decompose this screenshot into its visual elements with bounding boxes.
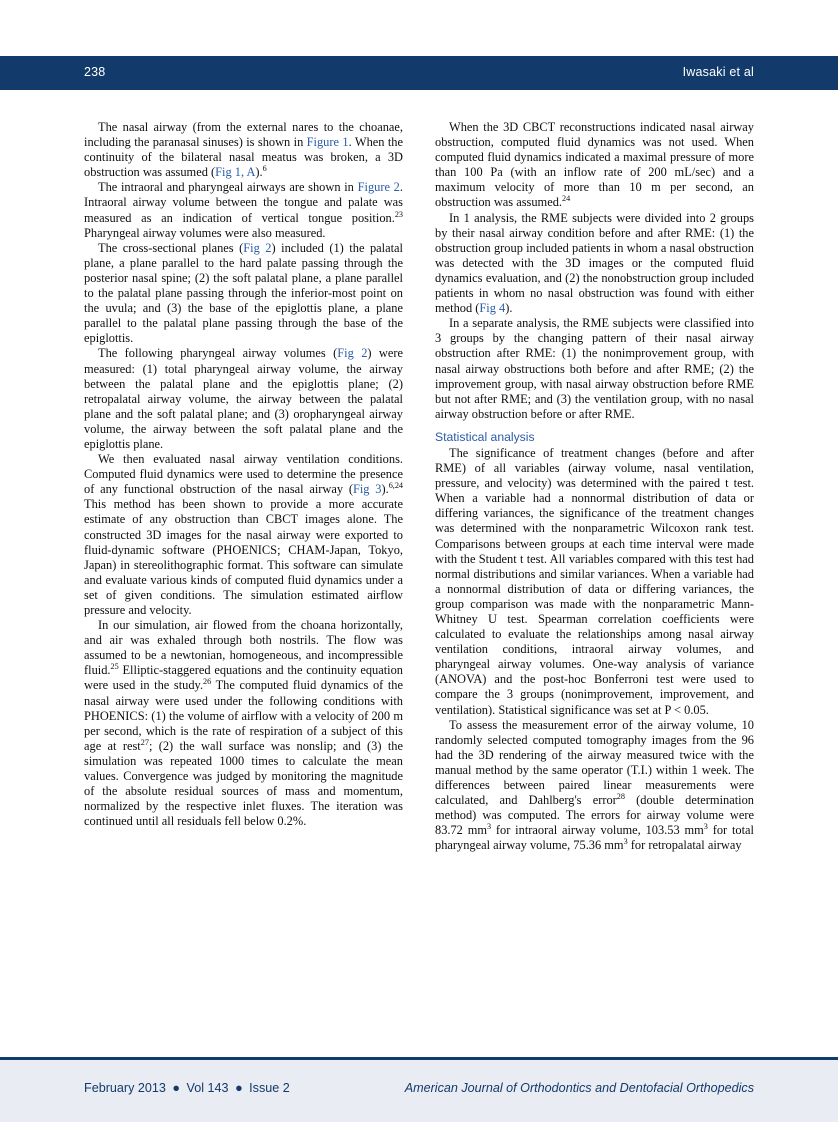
figure-reference[interactable]: Fig 2 (243, 240, 272, 255)
footer-issue: Issue 2 (249, 1081, 290, 1095)
citation-marker[interactable]: 6,24 (388, 481, 404, 491)
figure-reference[interactable]: Fig 2 (337, 346, 368, 361)
right-column (435, 120, 754, 1080)
footer-bullet-icon: ● (235, 1081, 243, 1095)
paragraph: In our simulation, air flowed from the choana horizontally, and air was exhaled through both nostrils. The flow was assumed to be a newtonian, homogeneous, and incompressible fluid.$^{25}$ Elliptic-staggered equations and the continuity equation were used in the study.$^{26}$ The computed fluid dynamics of the nasal airway were used under the following conditions with PHOENICS: (1) the volume of airflow with a velocity of 200 m per second, which is the rate of respiration of a subject of this age at rest$^{27}$; (2) the wall surface was nonslip; and (3) the simulation was repeated 1000 times to calculate the mean values. Convergence was judged by monitoring the magnitude of the absolute residual sources of mass and momentum, normalized by the respective inlet fluxes. The iteration was continued until all residuals fell below 0.2%. (84, 618, 403, 829)
figure-reference[interactable]: Fig 1, A (215, 165, 256, 180)
unit-exponent: 3 (623, 837, 628, 847)
unit-exponent: 3 (703, 822, 708, 832)
footer-issue-info (84, 1081, 290, 1095)
paragraph: To assess the measurement error of the airway volume, 10 randomly selected computed tomography images from the 96 had the 3D rendering of the airway measured twice with the manual method by the same operator (T.I.) within 1 week. The differences between paired linear measurements were calculated, and Dahlberg's error$^{28}$ (double determination method) was computed. The errors for airway volume were 83.72 $mm^3$ for intraoral airway volume, 103.53 $mm^3$ for total pharyngeal airway volume, 75.36 $mm^3$ for retropalatal airway (435, 717, 754, 853)
section-heading-statistical-analysis: Statistical analysis (435, 429, 535, 444)
paragraph: When the 3D CBCT reconstructions indicated nasal airway obstruction, computed fluid dynamics was not used. When computed fluid dynamics indicated a maximal pressure of more than 100 Pa (with an inflow rate of 200 mL/sec) and a maximum velocity of more than 10 m per second, an obstruction was assumed.$^{24}$ (435, 120, 754, 210)
citation-marker[interactable]: 25 (110, 662, 119, 672)
footer-volume: Vol 143 (186, 1081, 229, 1095)
citation-marker[interactable]: 6 (262, 164, 267, 174)
paragraph: We then evaluated nasal airway ventilation conditions. Computed fluid dynamics were used to determine the presence of any functional obstruction of the nasal airway (Fig 3).$^{6,24}$ This method has been shown to provide a more accurate estimate of any obstruction than CBCT images alone. The constructed 3D images for the nasal airway were exported to fluid-dynamic software (PHOENICS; CHAM-Japan, Tokyo, Japan) in stereolithographic format. This software can simulate and evaluate various kinds of computed fluid dynamics under a set of given conditions. The simulation estimated airflow pressure and velocity. (84, 452, 404, 617)
paragraph: The significance of treatment changes (before and after RME) of all variables (airway volume, nasal ventilation, pressure, and velocity) was determined with the paired t test. When a variable had a nonnormal distribution of data or differing variances, the significance of the treatment changes was determined with the nonparametric Wilcoxon rank test. Comparisons between groups at each time interval were made with the Student t test. All variables compared with this test had normal distributions and similar variances. When a variable had a nonnormal distribution of data or differing variances, the group comparison was made with the nonparametric Mann-Whitney U test. Spearman correlation coefficients were calculated to evaluate the relationships among nasal airway ventilation conditions, intraoral airway volumes, and pharyngeal airway volumes. One-way analysis of variance (ANOVA) and the post-hoc Bonferroni test were used to compare the 3 groups (nonimprovement, improvement, and ventilation). Statistical significance was set at P < 0.05. (435, 445, 754, 717)
figure-reference[interactable]: Fig 3 (352, 482, 382, 497)
citation-marker[interactable]: 26 (203, 677, 212, 687)
left-column (84, 120, 403, 1080)
citation-marker[interactable]: 24 (562, 194, 571, 204)
paragraph: In a separate analysis, the RME subjects were classified into 3 groups by the changing pattern of their nasal airway obstruction after RME: (1) the nonimprovement group, with nasal airway obstructions both before and after RME; (2) the improvement group, with nasal airway obstruction before RME but not after RME; and (3) the ventilation group, with no nasal airway obstruction before or after RME. (435, 316, 754, 421)
footer-date: February 2013 (84, 1081, 166, 1095)
paragraph: The nasal airway (from the external nares to the choanae, including the paranasal sinuses) is shown in Figure 1. When the continuity of the bilateral nasal meatus was broken, a 3D obstruction was assumed (Fig 1, A).$^6$ (84, 120, 403, 180)
footer-bullet-icon: ● (172, 1081, 181, 1095)
figure-reference[interactable]: Fig 4 (479, 301, 506, 316)
unit-exponent: 3 (486, 822, 492, 832)
body-columns (84, 120, 754, 1080)
citation-marker[interactable]: 23 (394, 209, 403, 219)
paragraph: In 1 analysis, the RME subjects were divided into 2 groups by their nasal airway condition before and after RME: (1) the obstruction group included patients in whom a nasal obstruction was detected with the 3D images or the computed fluid dynamics evaluation, and (2) the nonobstruction group included patients in whom no nasal obstruction was found with either method (Fig 4). (435, 210, 754, 316)
citation-marker[interactable]: 28 (616, 792, 625, 801)
footer-journal-title: American Journal of Orthodontics and Dentofacial Orthopedics (404, 1081, 754, 1095)
citation-marker[interactable]: 27 (140, 737, 149, 747)
paragraph: The following pharyngeal airway volumes (Fig 2) were measured: (1) total pharyngeal airway volume, the airway between the palatal plane and the epiglottis plane; (2) retropalatal airway volume, the airway between the palatal plane and the soft palatal plane; and (3) oropharyngeal airway volume, the airway between the soft palatal plane and the epiglottis plane. (84, 346, 403, 451)
paragraph: The cross-sectional planes (Fig 2) included (1) the palatal plane, a plane parallel to the hard palate passing through the posterior nasal spine; (2) the soft palatal plane, a plane parallel to the palatal plane passing through the inferior-most point on the uvula; and (3) the base of the epiglottis plane, a plane parallel to the palatal plane passing through the base of the epiglottis. (84, 240, 403, 346)
running-authors: Iwasaki et al (682, 65, 754, 79)
figure-reference[interactable]: Figure 1 (306, 135, 349, 150)
figure-reference[interactable]: Figure 2 (357, 180, 400, 195)
page-number: 238 (84, 65, 106, 79)
paragraph: The intraoral and pharyngeal airways are shown in Figure 2. Intraoral airway volume between the tongue and palate was measured as an indication of vertical tongue position.$^{23}$ Pharyngeal airway volumes were also measured. (84, 180, 403, 240)
